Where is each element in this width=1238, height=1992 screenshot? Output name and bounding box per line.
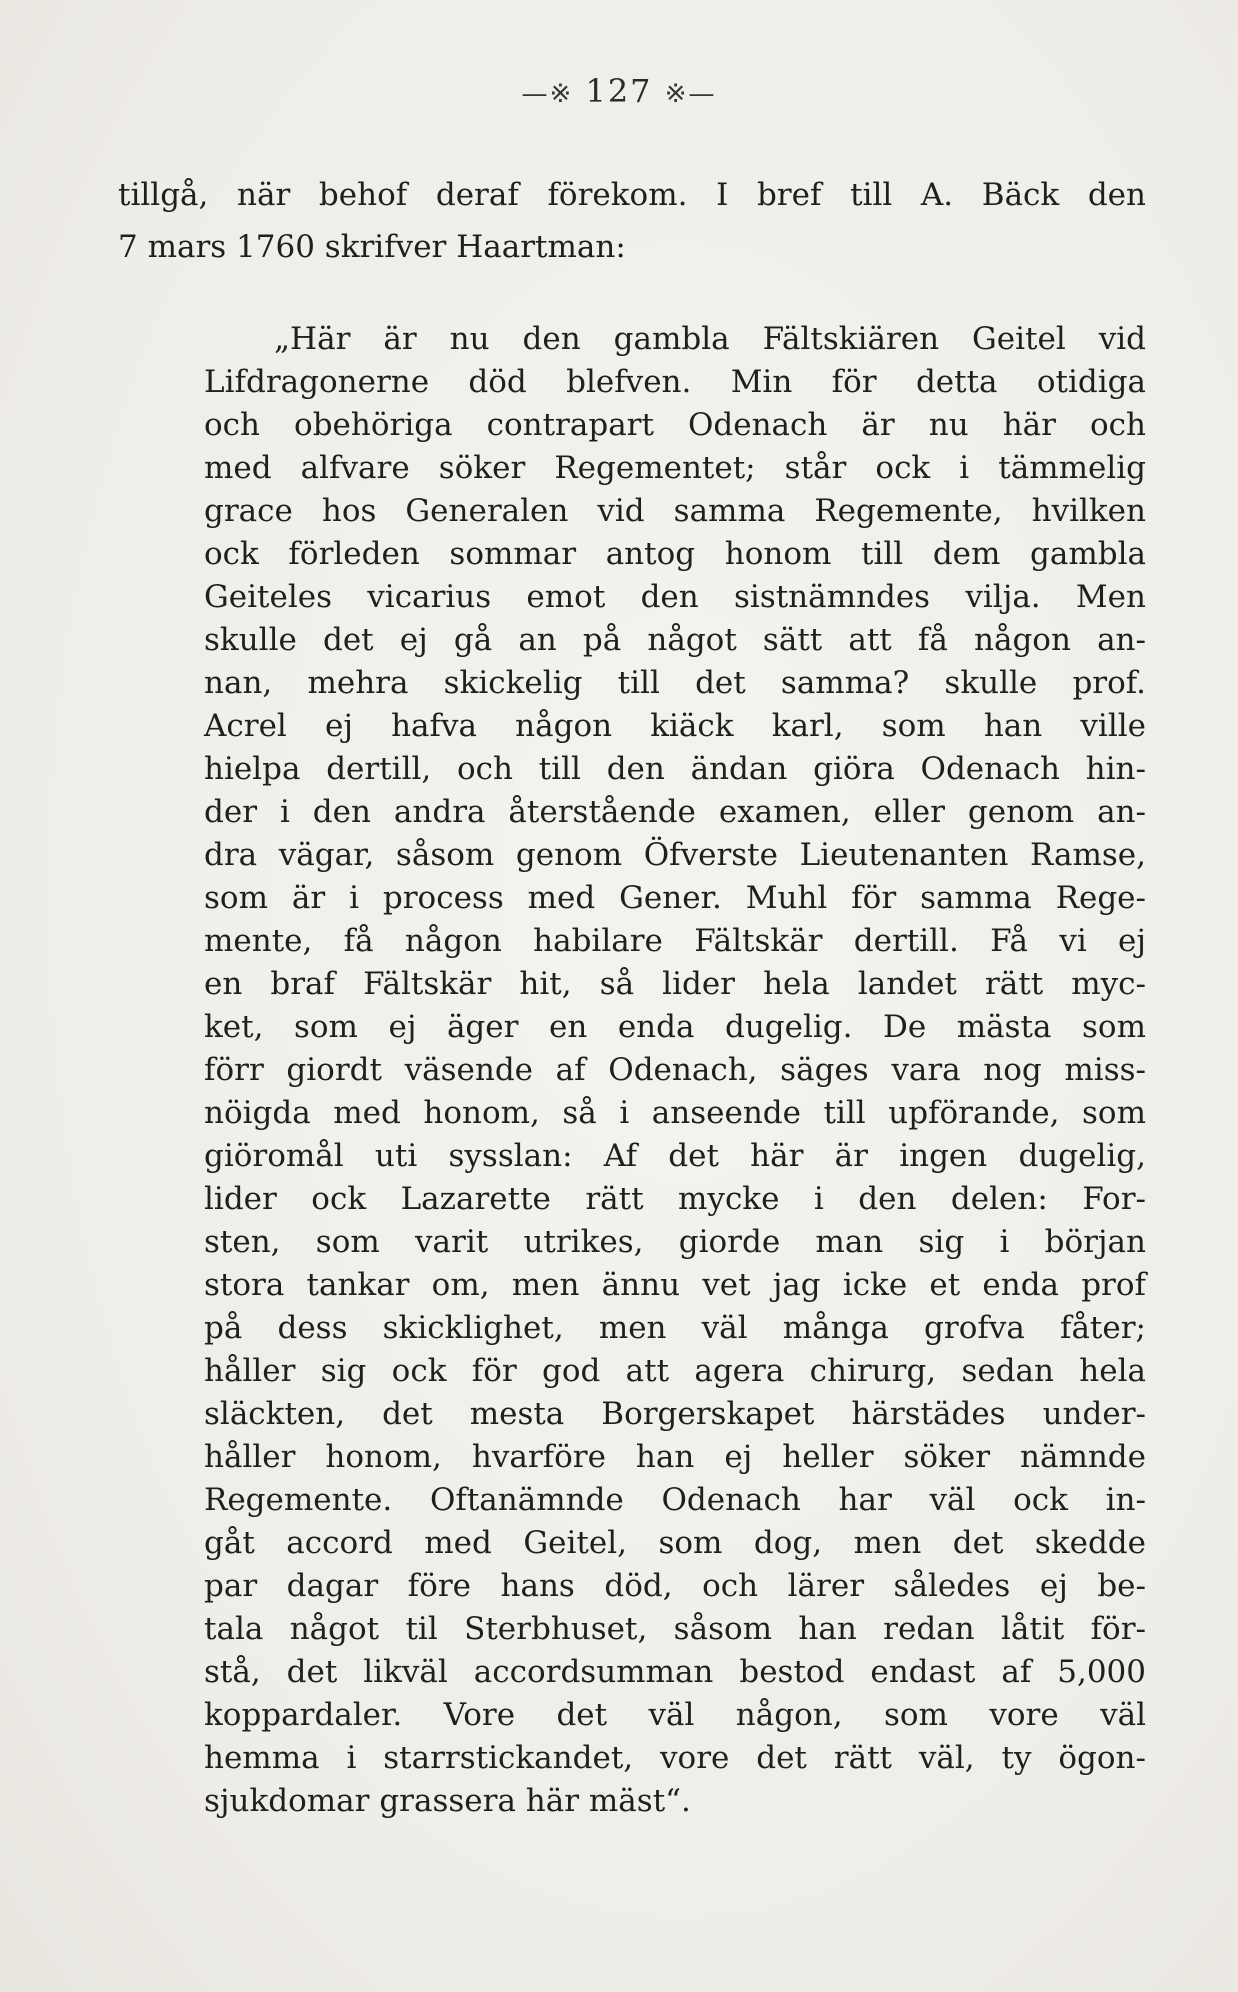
quote-line: grace hos Generalen vid samma Regemente, hvilken [204, 493, 1146, 529]
quote-line: på dess skicklighet, men väl många grofva fåter; [204, 1310, 1146, 1346]
quote-line: som är i process med Gener. Muhl för samma Rege- [204, 880, 1146, 916]
quote-line: hemma i starrstickandet, vore det rätt väl, ty ögon- [204, 1740, 1146, 1776]
quote-line: en braf Fältskär hit, så lider hela landet rätt myc- [204, 966, 1146, 1002]
quote-line: Lifdragonerne död blefven. Min för detta otidiga [204, 364, 1146, 400]
quote-line: ket, som ej äger en enda dugelig. De mästa som [204, 1009, 1146, 1045]
quote-line: med alfvare söker Regementet; står ock i tämmelig [204, 450, 1146, 486]
intro-line: 7 mars 1760 skrifver Haartman: [118, 229, 626, 265]
quote-line: lider ock Lazarette rätt mycke i den delen: For- [204, 1181, 1146, 1217]
quote-line: förr giordt väsende af Odenach, säges vara nog miss- [204, 1052, 1146, 1088]
quote-line: stora tankar om, men ännu vet jag icke et enda prof [204, 1267, 1146, 1303]
quote-line: „Här är nu den gambla Fältskiären Geitel vid [274, 321, 1146, 357]
quote-line: sten, som varit utrikes, giorde man sig i början [204, 1224, 1146, 1260]
quote-line: dra vägar, såsom genom Öfverste Lieutenanten Ramse, [204, 837, 1146, 873]
quote-line: gåt accord med Geitel, som dog, men det skedde [204, 1525, 1146, 1561]
quote-line: släckten, det mesta Borgerskapet härstädes under- [204, 1396, 1146, 1432]
quote-line: mente, få någon habilare Fältskär dertill. Få vi ej [204, 923, 1146, 959]
quote-line: Acrel ej hafva någon kiäck karl, som han ville [204, 708, 1146, 744]
page-number: 127 [585, 72, 653, 110]
intro-line: tillgå, när behof deraf förekom. I bref till A. Bäck den [118, 177, 1146, 213]
quote-line: nan, mehra skickelig till det samma? skulle prof. [204, 665, 1146, 701]
quote-line: Geiteles vicarius emot den sistnämndes vilja. Men [204, 579, 1146, 615]
quote-line: koppardaler. Vore det väl någon, som vore väl [204, 1697, 1146, 1733]
quote-line: par dagar före hans död, och lärer således ej be- [204, 1568, 1146, 1604]
quote-line: skulle det ej gå an på något sätt att få någon an- [204, 622, 1146, 658]
page-header [0, 72, 1238, 110]
quote-line: tala något til Sterbhuset, såsom han redan låtit för- [204, 1611, 1146, 1647]
quote-line: der i den andra återstående examen, eller genom an- [204, 794, 1146, 830]
quote-line: Regemente. Oftanämnde Odenach har väl ock in- [204, 1482, 1146, 1518]
quote-line: giöromål uti sysslan: Af det här är ingen dugelig, [204, 1138, 1146, 1174]
quote-line: håller sig ock för god att agera chirurg, sedan hela [204, 1353, 1146, 1389]
quote-line: och obehöriga contrapart Odenach är nu här och [204, 407, 1146, 443]
quote-line: hielpa dertill, och till den ändan giöra Odenach hin- [204, 751, 1146, 787]
ornament-right: ※— [664, 79, 717, 109]
quote-line: stå, det likväl accordsumman bestod endast af 5,000 [204, 1654, 1146, 1690]
ornament-left: —※ [521, 79, 574, 109]
quote-line: sjukdomar grassera här mäst“. [204, 1783, 691, 1819]
quote-line: håller honom, hvarföre han ej heller söker nämnde [204, 1439, 1146, 1475]
quote-line: ock förleden sommar antog honom till dem gambla [204, 536, 1146, 572]
quote-line: nöigda med honom, så i anseende till upförande, som [204, 1095, 1146, 1131]
